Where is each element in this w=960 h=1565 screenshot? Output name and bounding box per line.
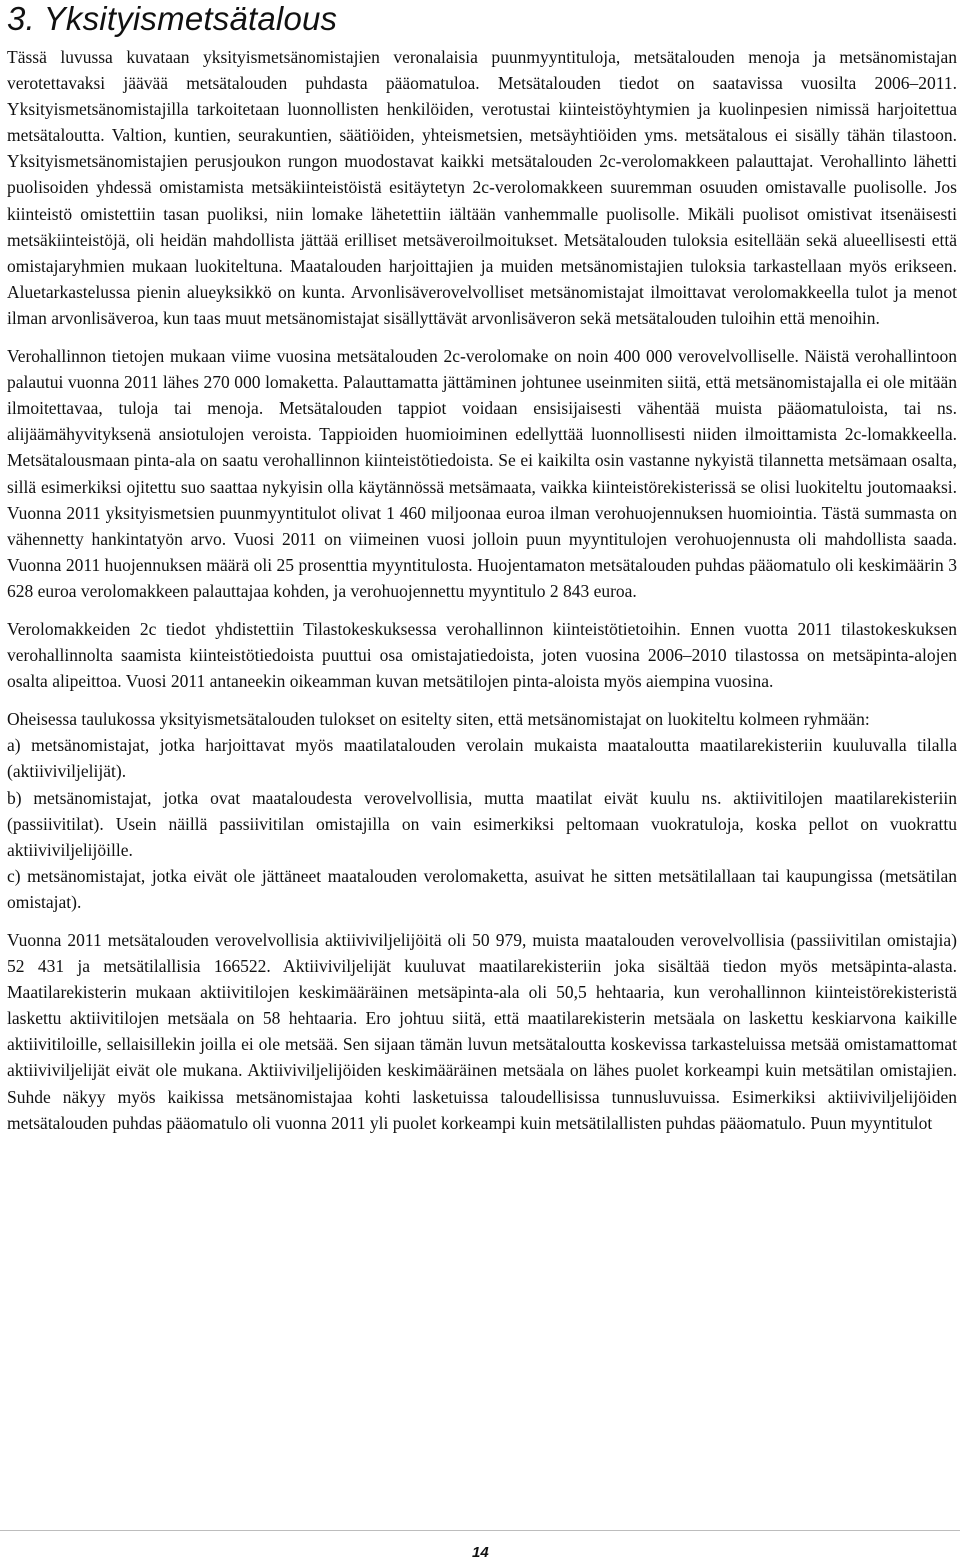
page-number: 14 — [472, 1544, 489, 1561]
chapter-title: 3. Yksityismetsätalous — [7, 0, 338, 37]
paragraph-groups-intro: Oheisessa taulukossa yksityismetsätalouden tulokset on esitelty siten, että metsänomistajat on luokiteltu kolmeen ryhmään: — [7, 709, 870, 730]
chapter-body — [7, 44, 957, 1136]
footer-divider — [0, 1530, 960, 1531]
paragraph-intro: Tässä luvussa kuvataan yksityismetsänomistajien veronalaisia puunmyyntituloja, metsätalouden menoja ja metsänomistajan verotettavaksi jäävää metsätalouden puhdasta pääomatuloa. Metsätalouden tiedot on saatavissa vuosilta 2006–2011. Yksityismetsänomistajilla tarkoitetaan luonnollisten henkilöiden, verotustai kiinteistöyhtymien ja kuolinpesien nimissä harjoitettua metsätaloutta. Valtion, kuntien, seurakuntien, säätiöiden, yhteismetsien, metsäyhtiöiden yms. metsätalous ei sisälly tähän tilastoon. Yksityismetsänomistajien perusjoukon rungon muodostavat kaikki metsätalouden 2c-verolomakkeen palauttajat. Verohallinto lähetti puolisoiden yhdessä omistamista metsäkiinteistöistä esitäytetyn 2c-verolomakkeen suuremman osuuden omistavalle puolisolle. Jos kiinteistö omistettiin tasan puoliksi, niin lomake lähetettiin iältään vanhemmalle puolisolle. Mikäli puolisot omistivat itsenäisesti metsäkiinteistöjä, oli heidän mahdollista jättää erilliset metsäveroilmoitukset. Metsätalouden tuloksia esitellään sekä alueellisesti että omistajaryhmien mukaan luokiteltuna. Maatalouden harjoittajien ja muiden metsänomistajien tuloksia tarkastellaan myös erikseen. Aluetarkastelussa pienin alueyksikkö on kunta. Arvonlisäverovelvolliset metsänomistajat ilmoittavat verolomakkeella tulot ja menot ilman arvonlisäveroa, kun taas muut metsänomistajat sisällyttävät arvonlisäveron sekä metsätalouden tuloihin että menoihin. — [7, 47, 957, 328]
list-item-group-a: a) metsänomistajat, jotka harjoittavat myös maatilatalouden verolain mukaista maataloutta maatilarekisteriin kuuluvalla tilalla (aktiiviviljelijät). — [7, 735, 957, 782]
paragraph-2011-counts: Vuonna 2011 metsätalouden verovelvollisia aktiiviviljelijöitä oli 50 979, muista maatalouden verovelvollisia (passiivitilan omistajia) 52 431 ja metsätilallisia 166522. Aktiiviviljelijät kuuluvat maatilarekisteriin joka sisältää tiedon myös metsäpinta-alasta. Maatilarekisterin mukaan aktiivitilojen keskimääräinen metsäpinta-ala oli 50,5 hehtaaria, kun verohallinnon kiinteistörekisteristä laskettu aktiivitilojen metsäala on 58 hehtaaria. Ero johtuu siitä, että maatilarekisterin metsäala on laskettu keskiarvona kaikille aktiivitiloille, sellaisillekin joilla ei ole metsää. Sen sijaan tämän luvun metsätaloutta koskevissa tarkasteluissa metsää omistamattomat aktiiviviljelijät eivät ole mukana. Aktiiviviljelijöiden keskimääräinen metsäala on lähes puolet korkeampi kuin metsätilan omistajien. Suhde näkyy myös kaikissa metsänomistajaa kohti lasketuissa taloudellisissa tunnusluvuissa. Esimerkiksi aktiiviviljelijöiden metsätalouden puhdas pääomatulo oli vuonna 2011 yli puolet korkeampi kuin metsätilallisten puhdas pääomatulo. Puun myyntitulot — [7, 930, 957, 1133]
list-item-group-c: c) metsänomistajat, jotka eivät ole jättäneet maatalouden verolomaketta, asuivat he sitten metsätilallaan tai kaupungissa (metsätilan omistajat). — [7, 865, 957, 912]
list-item-group-b: b) metsänomistajat, jotka ovat maataloudesta verovelvollisia, mutta maatilat eivät kuulu ns. aktiivitilojen maatilarekisteriin (passiivitilat). Usein näillä passiivitilan omistajilla on vain esimerkiksi peltomaan vuokratuloja, koska pellot on vuokrattu aktiiviviljelijöille. — [7, 787, 957, 860]
document-page — [7, 0, 957, 1136]
paragraph-property-data: Verolomakkeiden 2c tiedot yhdistettiin Tilastokeskuksessa verohallinnon kiinteistötietoihin. Ennen vuotta 2011 tilastokeskuksen verohallinnolta saamista kiinteistötiedoista puuttui osa omistajatiedoista, joten vuosina 2006–2010 tilastossa on metsäpinta-alojen osalta alipeittoa. Vuosi 2011 antaneekin oikeamman kuvan metsätilojen pinta-aloista myös aiempina vuosina. — [7, 618, 957, 692]
paragraph-tax-data: Verohallinnon tietojen mukaan viime vuosina metsätalouden 2c-verolomake on noin 400 000 verovelvolliselle. Näistä verohallintoon palautui vuonna 2011 lähes 270 000 lomaketta. Palauttamatta jättäminen johtunee useinmiten siitä, että metsänomistajalla ei ole mitään ilmoitettavaa, tuloja tai menoja. Metsätalouden tappiot voidaan ensisijaisesti vähentää muista pääomatuloista, tai ns. alijäämähyvityksenä ansiotulojen veroista. Tappioiden huomioiminen edellyttää luonnollisesti niiden ilmoittamista 2c-lomakkeella. Metsätalousmaan pinta-ala on saatu verohallinnon kiinteistötiedoista. Se ei kaikilta osin vastanne nykyistä tilannetta metsämaan osalta, sillä esimerkiksi ojitettu suo saattaa nykyisin olla käytännössä metsämaata, vaikka kiinteistörekisterissä se olisi luokiteltu joutomaaksi. Vuonna 2011 yksityismetsien puunmyyntitulot olivat 1 460 miljoonaa euroa ilman verohuojennuksen huomiointia. Tästä summasta on vähennetty hankintatyön arvo. Vuosi 2011 on viimeinen vuosi jolloin puun myyntitulojen verohuojennusta oli mahdollista saada. Vuonna 2011 huojennuksen määrä oli 25 prosenttia myyntitulosta. Huojentamaton metsätalouden puhdas pääomatulo oli keskimäärin 3 628 euroa verolomakkeen palauttajaa kohden, ja verohuojennettu myyntitulo 2 843 euroa. — [7, 346, 957, 601]
